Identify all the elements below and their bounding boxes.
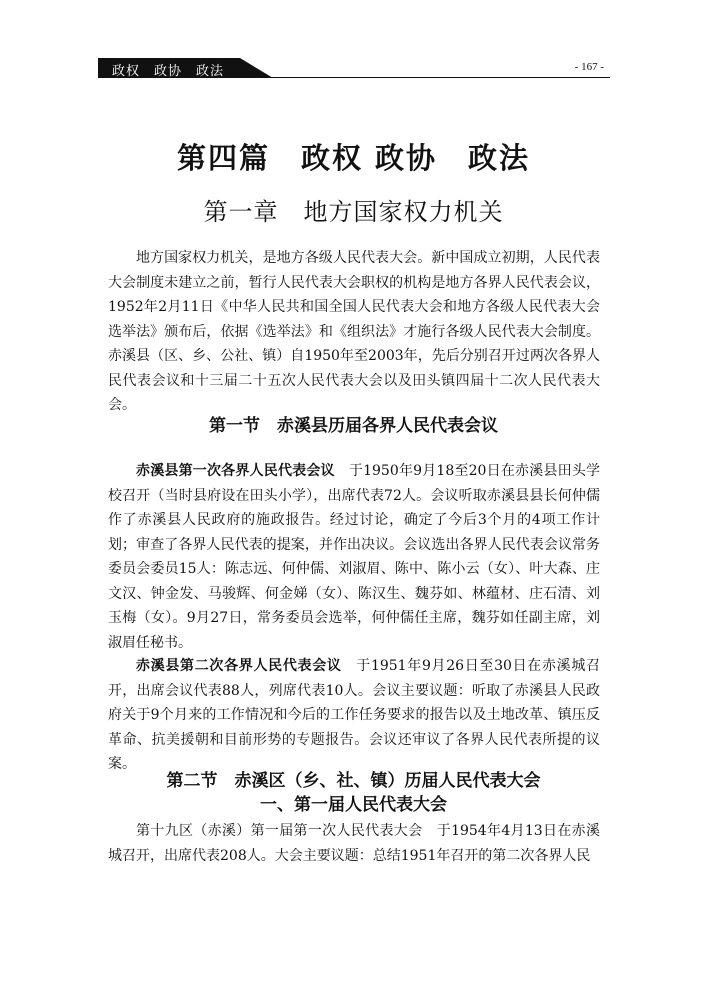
paragraph-text: 于1950年9月18至20日在赤溪县田头学校召开（当时县府设在田头小学），出席代表72人。会议听取赤溪县县长何仲儒作了赤溪县人民政府的施政报告。经过讨论，确定了今后3个月的4项工作计划；审查了各界人民代表的提案，并作出决议。会议选出各界人民代表会议常务委员会委员15人：陈志远、何仲儒、刘淑眉、陈中、陈小云（女）、叶大森、庄文汉、钟金发、马骏辉、何金娣（女）、陈汉生、魏芬如、林蕴材、庄石清、刘玉梅（女）。9月27日，常务委员会选举，何仲儒任主席，魏芬如任副主席，刘淑眉任秘书。	[108, 463, 601, 651]
section-1-title: 第一节 赤溪县历届各界人民代表会议	[209, 416, 498, 436]
paragraph-text: 于1951年9月26日至30日在赤溪城召开，出席会议代表88人，列席代表10人。会议主要议题：听取了赤溪县人民政府关于9个月来的工作情况和今后的工作任务要求的报告以及土地改革、镇压反革命、抗美援朝和目前形势的专题报告。会议还审议了各界人民代表所提的议案。	[108, 658, 600, 772]
page-number: - 167 -	[574, 61, 604, 73]
section-1-paragraph-1	[108, 459, 600, 655]
paragraph-lead: 赤溪县第二次各界人民代表会议	[136, 658, 342, 674]
header-rule	[268, 77, 610, 78]
section-1-paragraph-2	[108, 654, 600, 777]
chapter-title: 第一章 地方国家权力机关	[203, 198, 504, 226]
part-title: 第四篇 政权 政协 政法	[176, 141, 531, 175]
section-2-subtitle: 一、第一届人民代表大会	[260, 795, 447, 815]
running-header	[98, 58, 610, 78]
intro-paragraph: 地方国家权力机关，是地方各级人民代表大会。新中国成立初期，人民代表大会制度未建立之前，暂行人民代表大会职权的机构是地方各界人民代表会议，1952年2月11日《中华人民共和国全国人民代表大会和地方各级人民代表大会选举法》颁布后，依据《选举法》和《组织法》才施行各级人民代表大会制度。赤溪县（区、乡、公社、镇）自1950年至2003年，先后分别召开过两次各界人民代表会议和十三届二十五次人民代表大会以及田头镇四届十二次人民代表大会。	[108, 250, 600, 413]
section-2-title: 第二节 赤溪区（乡、社、镇）历届人民代表大会	[166, 771, 541, 791]
paragraph-lead: 赤溪县第一次各界人民代表会议	[136, 463, 335, 479]
header-tab-label: 政权 政协 政法	[112, 64, 225, 79]
section-2-paragraph: 第十九区（赤溪）第一届第一次人民代表大会 于1954年4月13日在赤溪城召开，出席代表208人。大会主要议题：总结1951年召开的第二次各界人民	[108, 823, 600, 864]
